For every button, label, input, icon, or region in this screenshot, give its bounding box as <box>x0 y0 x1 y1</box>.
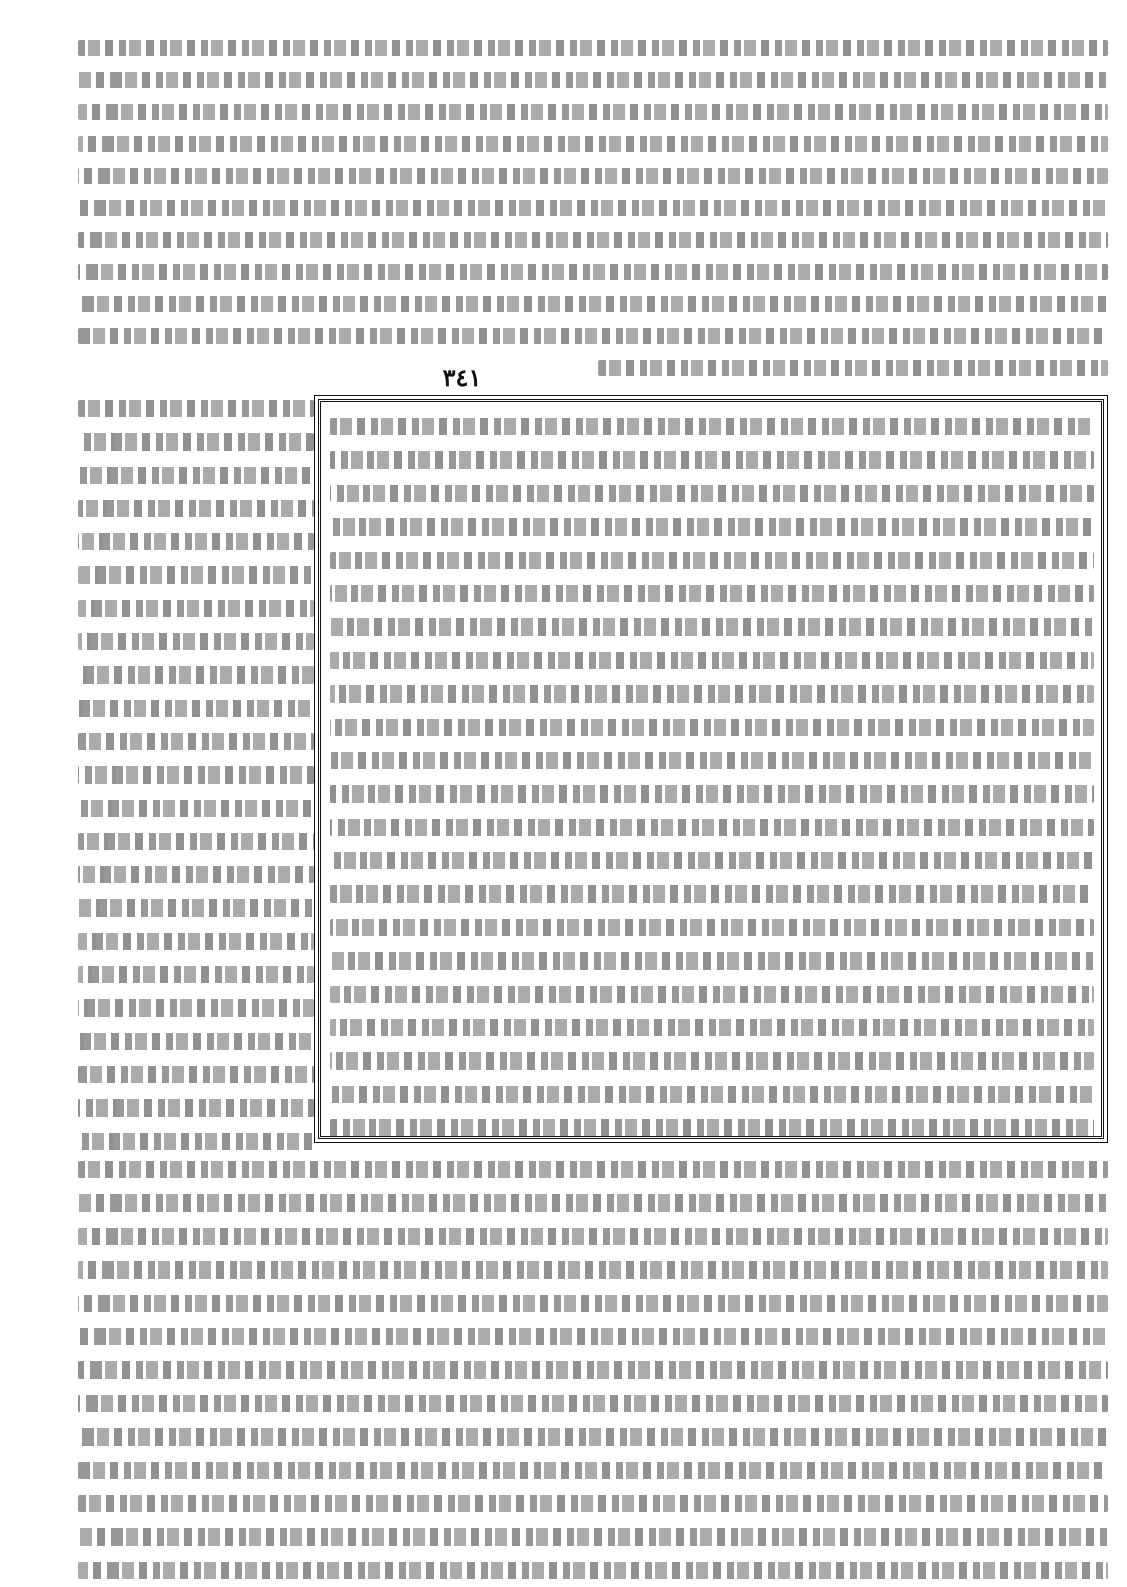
text-line <box>78 825 314 858</box>
text-line <box>330 877 1094 910</box>
handwritten-line-ink <box>78 1428 1108 1445</box>
text-line <box>78 425 314 458</box>
handwritten-line-ink <box>78 168 1108 184</box>
text-line <box>330 777 1094 810</box>
text-line <box>78 692 314 725</box>
handwritten-line-ink <box>78 1562 1108 1579</box>
handwritten-line-ink <box>78 232 1108 248</box>
text-line <box>330 577 1094 610</box>
text-line <box>78 459 314 492</box>
handwritten-line-ink <box>78 633 314 650</box>
handwritten-line-ink <box>78 1133 314 1150</box>
text-line <box>330 811 1094 844</box>
handwritten-line-ink <box>78 866 314 883</box>
text-line <box>78 725 314 758</box>
text-line <box>330 1111 1094 1144</box>
handwritten-line-ink <box>78 1066 314 1083</box>
handwritten-line-ink <box>78 666 314 683</box>
text-line <box>330 911 1094 944</box>
handwritten-line-ink <box>78 1361 1108 1378</box>
text-line <box>78 891 314 924</box>
text-line <box>78 1353 1108 1386</box>
text-line <box>330 544 1094 577</box>
text-line <box>78 224 1108 256</box>
text-line <box>330 944 1094 977</box>
handwritten-line-ink <box>78 104 1108 120</box>
handwritten-line-ink <box>78 1528 1108 1545</box>
text-line <box>78 792 314 825</box>
text-line <box>78 1253 1108 1286</box>
handwritten-line-ink <box>78 1228 1108 1245</box>
handwritten-line-ink <box>78 833 314 850</box>
handwritten-line-ink <box>78 1295 1108 1312</box>
text-line <box>78 492 314 525</box>
text-line <box>78 525 314 558</box>
handwritten-line-ink <box>330 1052 1094 1069</box>
text-line <box>78 96 1108 128</box>
handwritten-line-ink <box>330 485 1094 502</box>
text-line <box>330 644 1094 677</box>
page-number: ٣٤١ <box>442 363 482 392</box>
handwritten-line-ink <box>78 296 1108 312</box>
handwritten-line-ink <box>78 800 314 817</box>
text-line <box>330 443 1094 476</box>
handwritten-line-ink <box>78 966 314 983</box>
text-line <box>330 1011 1094 1044</box>
handwritten-line-ink <box>330 885 1094 902</box>
handwritten-line-ink <box>330 552 1094 569</box>
text-line <box>330 610 1094 643</box>
text-line <box>78 925 314 958</box>
text-line <box>78 1153 1108 1186</box>
handwritten-line-ink <box>78 1033 314 1050</box>
text-line <box>330 844 1094 877</box>
handwritten-line-ink <box>330 1019 1094 1036</box>
handwritten-line-ink <box>78 933 314 950</box>
handwritten-line-ink <box>330 752 1094 769</box>
text-line <box>78 592 314 625</box>
handwritten-line-ink <box>78 1495 1108 1512</box>
text-line <box>78 558 314 591</box>
handwritten-line-ink <box>330 685 1094 702</box>
top-text-block <box>78 32 1108 384</box>
bottom-text-block <box>78 1153 1108 1587</box>
text-line <box>78 1287 1108 1320</box>
handwritten-line-ink <box>78 1194 1108 1211</box>
handwritten-line-ink <box>330 852 1094 869</box>
handwritten-line-ink <box>330 652 1094 669</box>
handwritten-line-ink <box>78 1161 1108 1178</box>
text-line <box>78 991 314 1024</box>
handwritten-line-ink <box>78 533 314 550</box>
handwritten-line-ink <box>78 1462 1108 1479</box>
text-line <box>330 510 1094 543</box>
text-line <box>78 64 1108 96</box>
text-line <box>78 758 314 791</box>
text-line <box>78 1186 1108 1219</box>
handwritten-line-ink <box>78 328 1108 344</box>
handwritten-line-ink <box>78 467 314 484</box>
handwritten-line-ink <box>78 1261 1108 1278</box>
side-column-text <box>78 392 314 1158</box>
text-line <box>78 858 314 891</box>
handwritten-line-ink <box>78 500 314 517</box>
text-line <box>78 1454 1108 1487</box>
handwritten-line-ink <box>78 1099 314 1116</box>
handwritten-line-ink <box>78 72 1108 88</box>
handwritten-line-ink <box>78 600 314 617</box>
text-line <box>78 392 314 425</box>
handwritten-line-ink <box>330 952 1094 969</box>
text-line <box>330 1044 1094 1077</box>
handwritten-line-ink <box>330 518 1094 535</box>
handwritten-line-ink <box>330 719 1094 736</box>
text-line <box>78 1320 1108 1353</box>
text-line <box>78 256 1108 288</box>
handwritten-line-ink <box>330 1119 1094 1136</box>
handwritten-line-ink <box>330 418 1094 435</box>
text-line <box>330 477 1094 510</box>
handwritten-line-ink <box>330 986 1094 1003</box>
handwritten-line-ink <box>78 733 314 750</box>
handwritten-line-ink <box>330 618 1094 635</box>
text-line <box>78 1058 314 1091</box>
handwritten-line-ink <box>330 451 1094 468</box>
handwritten-line-ink <box>330 819 1094 836</box>
text-line <box>78 1554 1108 1587</box>
handwritten-line-ink <box>78 566 314 583</box>
text-line <box>330 1078 1094 1111</box>
text-line <box>78 32 1108 64</box>
handwritten-line-ink <box>78 433 314 450</box>
handwritten-line-ink <box>330 585 1094 602</box>
text-line <box>78 1091 314 1124</box>
text-line <box>78 958 314 991</box>
text-line <box>78 625 314 658</box>
handwritten-line-ink <box>330 919 1094 936</box>
text-line <box>330 711 1094 744</box>
text-line <box>330 978 1094 1011</box>
handwritten-line-ink <box>78 1395 1108 1412</box>
handwritten-line-ink <box>78 700 314 717</box>
text-line <box>78 192 1108 224</box>
handwritten-line-ink <box>330 1086 1094 1103</box>
handwritten-line-ink <box>78 200 1108 216</box>
text-line <box>330 744 1094 777</box>
handwritten-line-ink <box>78 999 314 1016</box>
handwritten-line-ink <box>78 400 314 417</box>
handwritten-line-ink <box>78 136 1108 152</box>
text-line <box>78 128 1108 160</box>
text-line <box>78 160 1108 192</box>
text-line <box>78 1487 1108 1520</box>
text-line <box>78 1025 314 1058</box>
text-line <box>78 1520 1108 1553</box>
text-line <box>78 288 1108 320</box>
text-line <box>78 658 314 691</box>
handwritten-line-ink <box>598 360 1108 376</box>
text-line <box>78 320 1108 352</box>
handwritten-line-ink <box>78 766 314 783</box>
handwritten-line-ink <box>330 785 1094 802</box>
text-line <box>330 677 1094 710</box>
handwritten-line-ink <box>78 40 1108 56</box>
handwritten-line-ink <box>78 1328 1108 1345</box>
text-line <box>330 410 1094 443</box>
handwritten-line-ink <box>78 264 1108 280</box>
text-line <box>78 1220 1108 1253</box>
handwritten-line-ink <box>78 899 314 916</box>
text-line <box>78 1387 1108 1420</box>
boxed-text-block <box>330 410 1094 1145</box>
text-line <box>78 352 1108 384</box>
text-line <box>78 1420 1108 1453</box>
